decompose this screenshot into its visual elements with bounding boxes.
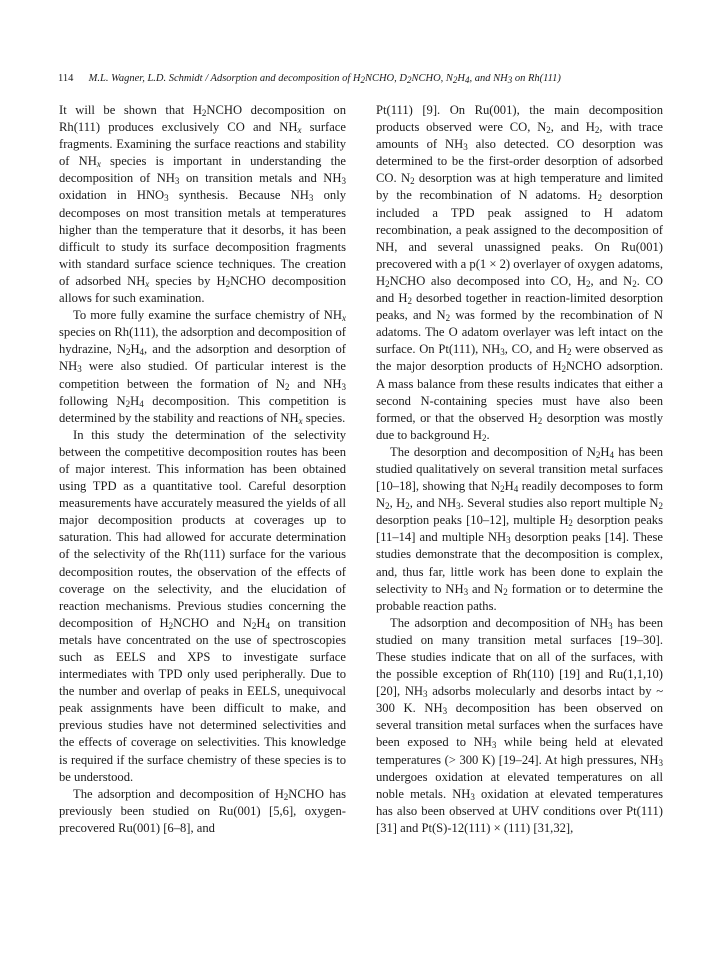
body-paragraph: Pt(111) [9]. On Ru(001), the main decomposition products observed were CO, $N_2$, and $H_2$, with trace amounts of $NH_3$ also detected. CO desorption was determined to be the first-order desorption of adsorbed CO. $N_2$ desorption was at high temperature and limited by the recombination of N adatoms. $H_2$ desorption included a TPD peak assigned to H adatom recombination, a peak assigned to the decomposition of NH, and several unassigned peaks. On Ru(001) precovered with a p(1 × 2) overlayer of oxygen adatoms, $H_2NCHO$ also decomposed into CO, $H_2$, and $N_2$. CO and $H_2$ desorbed together in reaction-limited desorption peaks, and $N_2$ was formed by the recombination of N adatoms. The O adatom overlayer was left intact on the surface. On Pt(111), $NH_3$, CO, and $H_2$ were observed as the major desorption products of $H_2NCHO$ adsorption. A mass balance from these results indicates that either a second N-containing species must have also been formed, or that the observed $H_2$ desorption was mostly due to background $H_2$. <box>376 103 664 443</box>
body-paragraph: The adsorption and decomposition of $H_2NCHO$ has previously been studied on Ru(001) [5,6], oxygen-precovered Ru(001) [6–8], and <box>59 786 346 835</box>
body-paragraph: It will be shown that $H_2NCHO$ decomposition on Rh(111) produces exclusively CO and $NH_x$ surface fragments. Examining the surface reactions and stability of $NH_x$ species is important in understanding the decomposition of $NH_3$ on transition metals and $NH_3$ oxidation in $HNO_3$ synthesis. Because $NH_3$ only decomposes on most transition metals at temperatures higher than the temperature that it desorbs, it has been difficult to study its surface decomposition fragments with standard surface science techniques. The creation of adsorbed $NH_x$ species by $H_2NCHO$ decomposition allows for such examination. <box>59 103 347 306</box>
body-paragraph: The adsorption and decomposition of $NH_3$ has been studied on many transition metal surfaces [19–30]. These studies indicate that on all of the surfaces, with the possible exception of Rh(110) [19] and Ru(1,1,10) [20], $NH_3$ adsorbs molecularly and desorbs intact by ~ 300 K. $NH_3$ decomposition has been observed on several transition metal surfaces when the surfaces have been exposed to $NH_3$ while being held at elevated temperatures (> 300 K) [19–24]. At high pressures, $NH_3$ undergoes oxidation at elevated temperatures on all noble metals. $NH_3$ oxidation at elevated temperatures has also been observed at UHV conditions over Pt(111) [31] and Pt(S)-12(111) × (111) [31,32], <box>376 615 664 835</box>
running-head: M.L. Wagner, L.D. Schmidt / Adsorption and decomposition of $H_2NCHO$, $D_2NCHO$, $N_2H_4$, and $NH_3$ on Rh(111) <box>88 73 561 85</box>
page-number: 114 <box>58 73 74 84</box>
left-column <box>59 102 346 837</box>
page-header <box>58 72 668 86</box>
body-paragraph: The desorption and decomposition of $N_2H_4$ has been studied qualitatively on several transition metal surfaces [10–18], showing that $N_2H_4$ readily decomposes to form $N_2$, $H_2$, and $NH_3$. Several studies also report multiple $N_2$ desorption peaks [10–12], multiple $H_2$ desorption peaks [11–14] and multiple $NH_3$ desorption peaks [14]. These studies demonstrate that the decomposition is complex, and, thus far, little work has been done to explain the selectivity to $NH_3$ and $N_2$ formation or to determine the probable reaction paths. <box>376 444 664 613</box>
right-column <box>376 102 663 837</box>
body-paragraph: In this study the determination of the selectivity between the competitive decomposition routes has been of major interest. This information has been obtained using TPD as a quantitative tool. Careful desorption measurements have accurately measured the yields of all major decomposition products at coverages up to saturation. This had allowed for accurate determination of the selectivity of the Rh(111) surface for the various decomposition routes, the observation of the effects of coverage on the selectivity, and the elucidation of reaction mechanisms. Previous studies concerning the decomposition of $H_2NCHO$ and $N_2H_4$ on transition metals have concentrated on the use of spectroscopies such as EELS and XPS to investigate surface intermediates with TPD only used peripherally. Due to the number and overlap of peaks in EELS, unequivocal peak assignments have been difficult to make, and previous studies have not determined selectivities and the effects of coverage on selectivities. This knowledge is required if the surface chemistry of these species is to be understood. <box>59 427 346 784</box>
body-paragraph: To more fully examine the surface chemistry of $NH_x$ species on Rh(111), the adsorption and decomposition of hydrazine, $N_2H_4$, and the adsorption and desorption of $NH_3$ were also studied. Of particular interest is the competition between the formation of $N_2$ and $NH_3$ following $N_2H_4$ decomposition. This competition is determined by the stability and reactions of $NH_x$ species. <box>59 308 347 426</box>
